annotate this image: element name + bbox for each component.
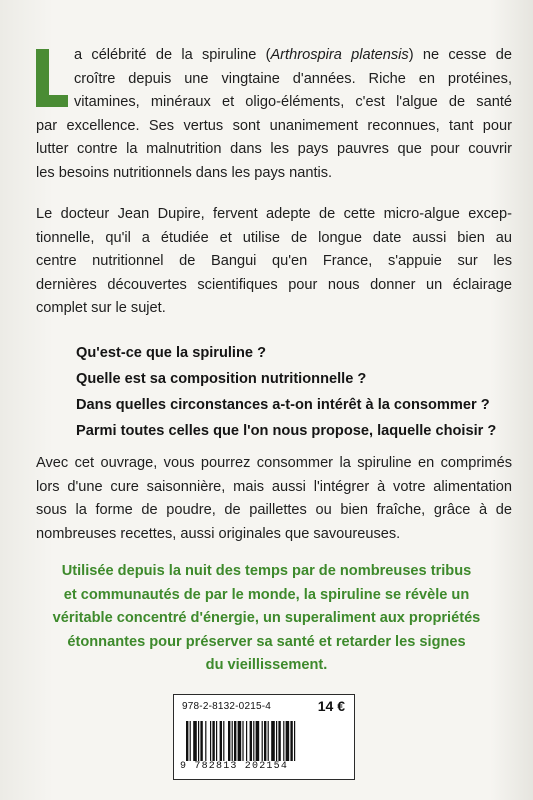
barcode-bar [278, 721, 280, 761]
barcode-bar [271, 721, 275, 761]
green-tagline [30, 560, 503, 678]
barcode-label [173, 694, 355, 780]
intro-line-2: croître depuis une vingtaine d'années. Riche en protéines, [74, 70, 512, 87]
usage-paragraph [36, 452, 512, 546]
usage-line-2: lors d'une cure saisonnière, mais aussi l'intégrer à votre alimentation [36, 478, 512, 495]
tagline-line: étonnantes pour préserver sa santé et retarder les signes [67, 633, 466, 650]
question-item: Dans quelles circonstances a-t-on intérêt à la consommer ? [76, 397, 490, 413]
barcode-bar [246, 721, 247, 761]
ean-number: 9 782813 202154 [180, 761, 289, 772]
intro-line-5: lutter contre la malnutrition dans les pays pauvres que pour couvrir [36, 141, 512, 158]
barcode-bar [268, 721, 269, 761]
question-item: Parmi toutes celles que l'on nous propose, laquelle choisir ? [76, 423, 497, 439]
isbn-number: 978-2-8132-0215-4 [182, 701, 272, 712]
barcode-bar [264, 721, 266, 761]
question-list [76, 340, 496, 444]
intro-line-4: par excellence. Ses vertus sont unanimement reconnues, tant pour [36, 117, 512, 134]
barcode-bar [190, 721, 191, 761]
barcode-bar [205, 721, 206, 761]
author-line-3: centre nutritionnel de Bangui qu'en France, s'appuie sur les [36, 253, 512, 270]
usage-line-4: nombreuses recettes, aussi originales que savoureuses. [36, 525, 401, 542]
intro-line-3: vitamines, minéraux et oligo-éléments, c'est l'algue de santé [74, 94, 512, 111]
barcode-bar [253, 721, 254, 761]
barcode-bar [223, 721, 224, 761]
tagline-line: Utilisée depuis la nuit des temps par de nombreuses tribus [61, 563, 472, 579]
barcode-bar [193, 721, 197, 761]
barcode-bar [232, 721, 233, 761]
question-item: Quelle est sa composition nutritionnelle ? [76, 371, 367, 387]
author-line-1: Le docteur Jean Dupire, fervent adepte de cette micro-algue excep- [36, 206, 512, 222]
barcode-bar [238, 721, 242, 761]
barcode-bar [234, 721, 236, 761]
barcode-bar [283, 721, 284, 761]
barcode-bar [212, 721, 214, 761]
barcode-bar [200, 721, 202, 761]
barcode-bar [242, 721, 243, 761]
usage-line-3: sous la forme de poudre, de paillettes ou bien fraîche, grâce à de [36, 502, 512, 519]
author-line-2: tionnelle, qu'il a étudiée et utilise de longue date aussi bien au [36, 229, 512, 246]
tagline-line: véritable concentré d'énergie, un superaliment aux propriétés [52, 610, 481, 626]
intro-paragraph [36, 44, 512, 186]
question-item: Qu'est-ce que la spiruline ? [76, 345, 266, 361]
barcode-bar [186, 721, 188, 761]
barcode-bar [210, 721, 211, 761]
author-line-4: dernières découvertes scientifiques pour nous donner un éclairage [36, 276, 512, 293]
barcode-bar [294, 721, 295, 761]
barcode-bar [286, 721, 290, 761]
barcode-icon [186, 721, 342, 761]
tagline-line: du vieillissement. [205, 657, 328, 673]
author-line-5: complet sur le sujet. [36, 300, 166, 317]
barcode-bar [262, 721, 263, 761]
barcode-bar [256, 721, 260, 761]
barcode-bar [228, 721, 230, 761]
barcode-bar [220, 721, 222, 761]
barcode-bar [216, 721, 217, 761]
usage-line-1: Avec cet ouvrage, vous pourrez consommer la spiruline en comprimés [36, 455, 512, 471]
author-paragraph [36, 203, 512, 321]
barcode-bar [250, 721, 252, 761]
tagline-line: et communautés de par le monde, la spiruline se révèle un [63, 586, 470, 603]
binomial-name: Arthrospira platensis [270, 47, 409, 63]
barcode-bar [276, 721, 277, 761]
intro-line-1: a célébrité de la spiruline (Arthrospira platensis) ne cesse de [74, 47, 512, 63]
price-label: 14 € [317, 698, 345, 714]
intro-line-6: les besoins nutritionnels dans les pays nantis. [36, 164, 333, 181]
barcode-bar [290, 721, 292, 761]
barcode-bar [198, 721, 199, 761]
